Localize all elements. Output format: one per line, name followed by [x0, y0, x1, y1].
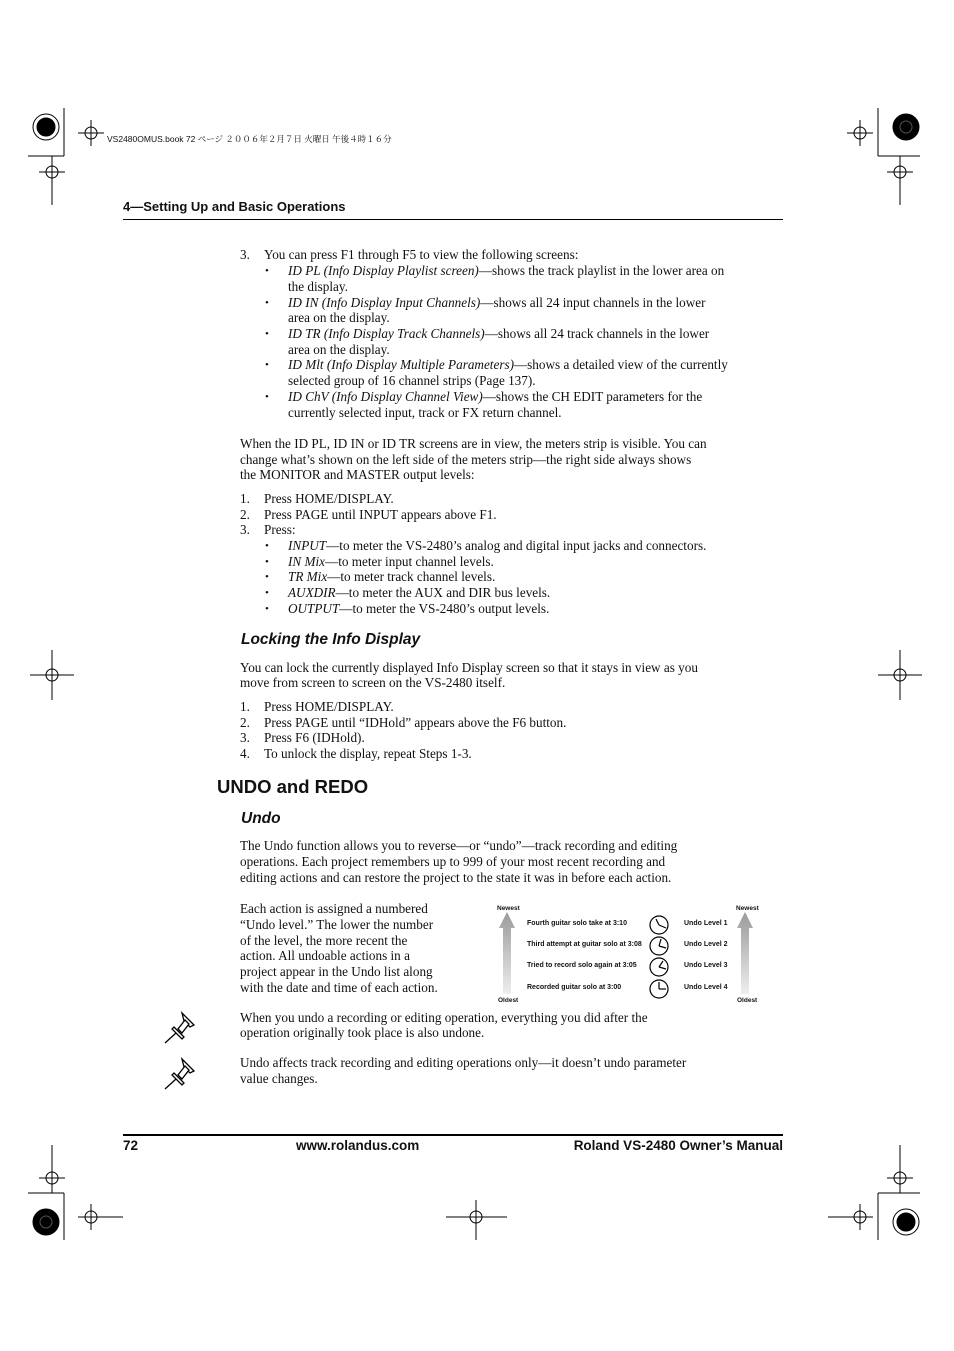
- undo-action-label: Fourth guitar solo take at 3:10: [527, 920, 627, 927]
- para-line: “Undo level.” The lower the number: [240, 917, 434, 932]
- note-line: Undo affects track recording and editing operations only—it doesn’t undo parameter: [240, 1055, 687, 1070]
- bullet: •: [265, 556, 269, 568]
- diagram-arrows: [490, 900, 770, 1010]
- undo-action-label: Third attempt at guitar solo at 3:08: [527, 941, 642, 948]
- newest-arrow: [737, 912, 753, 994]
- para-line: move from screen to screen on the VS-2480 itself.: [240, 675, 506, 690]
- step-text: Press HOME/DISPLAY.: [264, 491, 394, 506]
- step-text: Press:: [264, 522, 296, 537]
- pushpin-icon: [162, 1007, 200, 1045]
- step-number: 3.: [240, 730, 250, 745]
- para-line: editing actions and can restore the project to the state it was in before each action.: [240, 870, 672, 885]
- note-line: operation originally took place is also undone.: [240, 1025, 485, 1040]
- meter-option: INPUT—to meter the VS-2480’s analog and digital input jacks and connectors.: [288, 538, 707, 553]
- undo-level-label: Undo Level 2: [684, 941, 728, 948]
- step-text: To unlock the display, repeat Steps 1-3.: [264, 746, 472, 761]
- para-line: When the ID PL, ID IN or ID TR screens are in view, the meters strip is visible. You can: [240, 436, 707, 451]
- step-number: 3.: [240, 522, 250, 537]
- para-line: project appear in the Undo list along: [240, 964, 433, 979]
- step-text: Press PAGE until “IDHold” appears above the F6 button.: [264, 715, 567, 730]
- footer-rule: [123, 1134, 783, 1136]
- step-number: 1.: [240, 491, 250, 506]
- bullet: •: [265, 571, 269, 583]
- screen-item: ID TR (Info Display Track Channels)—shows all 24 track channels in the lower: [288, 326, 710, 341]
- section-header: 4—Setting Up and Basic Operations: [123, 199, 346, 214]
- screen-item: ID IN (Info Display Input Channels)—shows all 24 input channels in the lower: [288, 295, 706, 310]
- page-number: 72: [123, 1138, 139, 1153]
- para-line: change what’s shown on the left side of the meters strip—the right side always shows: [240, 452, 692, 467]
- bullet: •: [265, 391, 269, 403]
- para-line: action. All undoable actions in a: [240, 948, 410, 963]
- screen-item: ID PL (Info Display Playlist screen)—shows the track playlist in the lower area on: [288, 263, 725, 278]
- bullet: •: [265, 603, 269, 615]
- bullet: •: [265, 297, 269, 309]
- undo-level-label: Undo Level 3: [684, 962, 728, 969]
- bullet: •: [265, 328, 269, 340]
- step-text: Press F6 (IDHold).: [264, 730, 365, 745]
- bullet: •: [265, 587, 269, 599]
- screen-item: ID ChV (Info Display Channel View)—shows the CH EDIT parameters for the: [288, 389, 703, 404]
- undo-level-label: Undo Level 4: [684, 984, 728, 991]
- step-number: 2.: [240, 715, 250, 730]
- step-text: You can press F1 through F5 to view the following screens:: [264, 247, 579, 262]
- newest-label-left: Newest: [497, 905, 520, 912]
- step-text: Press PAGE until INPUT appears above F1.: [264, 507, 497, 522]
- undo-action-label: Recorded guitar solo at 3:00: [527, 984, 622, 991]
- footer-url: www.rolandus.com: [296, 1138, 420, 1153]
- step-number: 1.: [240, 699, 250, 714]
- undo-redo-heading: UNDO and REDO: [217, 776, 369, 797]
- meter-option: OUTPUT—to meter the VS-2480’s output levels.: [288, 601, 550, 616]
- oldest-label-left: Oldest: [498, 997, 519, 1004]
- clock-icons: [648, 914, 670, 1002]
- bullet: •: [265, 265, 269, 277]
- bullet: •: [265, 540, 269, 552]
- screen-item-cont: area on the display.: [288, 342, 390, 357]
- screen-item: ID Mlt (Info Display Multiple Parameters)—shows a detailed view of the currently: [288, 357, 728, 372]
- book-stamp: VS2480OMUS.book 72 ページ ２００６年２月７日 火曜日 午後４時１６分: [107, 134, 392, 144]
- undo-heading: Undo: [241, 810, 281, 827]
- step-number: 4.: [240, 746, 250, 761]
- undo-level-diagram: [490, 900, 770, 1010]
- pushpin-icon: [162, 1053, 200, 1091]
- para-line: operations. Each project remembers up to 999 of your most recent recording and: [240, 854, 666, 869]
- para-line: Each action is assigned a numbered: [240, 901, 428, 916]
- para-line: The Undo function allows you to reverse—or “undo”—track recording and editing: [240, 838, 678, 853]
- newest-label-right: Newest: [736, 905, 759, 912]
- note-line: value changes.: [240, 1071, 318, 1086]
- para-line: with the date and time of each action.: [240, 980, 438, 995]
- para-line: of the level, the more recent the: [240, 933, 408, 948]
- para-line: the MONITOR and MASTER output levels:: [240, 467, 475, 482]
- screen-item-cont: area on the display.: [288, 310, 390, 325]
- undo-action-label: Tried to record solo again at 3:05: [527, 962, 637, 969]
- screen-item-cont: selected group of 16 channel strips (Page 137).: [288, 373, 536, 388]
- screen-item-cont: the display.: [288, 279, 348, 294]
- step-text: Press HOME/DISPLAY.: [264, 699, 394, 714]
- undo-level-label: Undo Level 1: [684, 920, 728, 927]
- header-rule: [123, 219, 783, 220]
- bullet: •: [265, 359, 269, 371]
- note-line: When you undo a recording or editing operation, everything you did after the: [240, 1010, 648, 1025]
- para-line: You can lock the currently displayed Info Display screen so that it stays in view as you: [240, 660, 698, 675]
- screen-item-cont: currently selected input, track or FX return channel.: [288, 405, 562, 420]
- step-number: 3.: [240, 247, 250, 262]
- meter-option: IN Mix—to meter input channel levels.: [288, 554, 494, 569]
- step-number: 2.: [240, 507, 250, 522]
- footer-manual-title: Roland VS-2480 Owner’s Manual: [573, 1138, 783, 1153]
- locking-heading: Locking the Info Display: [241, 631, 421, 648]
- oldest-label-right: Oldest: [737, 997, 758, 1004]
- meter-option: AUXDIR—to meter the AUX and DIR bus levels.: [288, 585, 551, 600]
- newest-arrow: [499, 912, 515, 994]
- meter-option: TR Mix—to meter track channel levels.: [288, 569, 496, 584]
